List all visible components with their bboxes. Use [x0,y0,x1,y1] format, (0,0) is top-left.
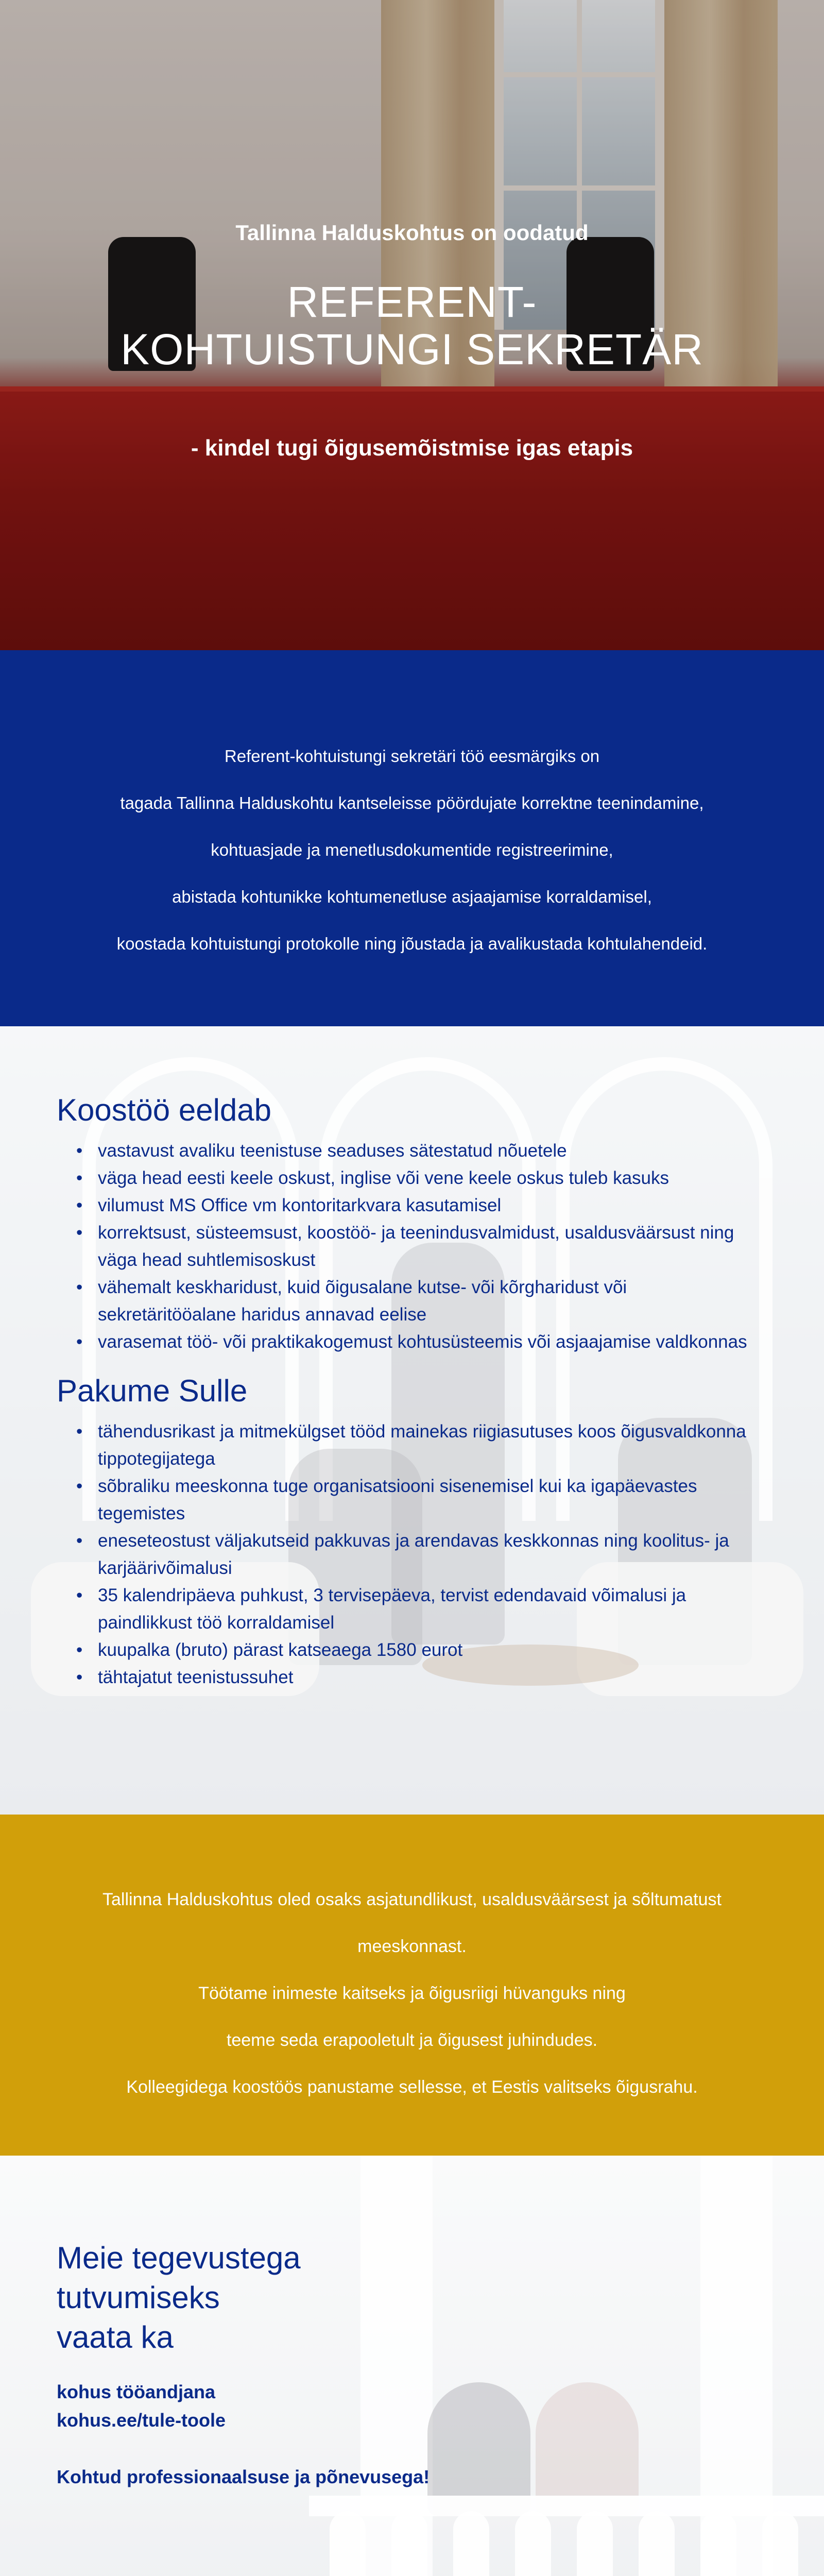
offer-title: Pakume Sulle [57,1374,248,1408]
intro-line: kohtuasjade ja menetlusdokumentide registreerimine, [211,840,613,859]
list-item: • sõbraliku meeskonna tuge organisatsiooni sisenemisel kui ka igapäevastes tegemistes [76,1472,761,1527]
requirements-list [76,1137,778,1355]
list-item: • väga head eesti keele oskust, inglise või vene keele oskus tuleb kasuks [76,1164,761,1192]
career-content [57,2238,430,2488]
values-section [0,1815,824,2156]
career-section [0,2156,824,2576]
values-line: Kolleegidega koostöös panustame sellesse, et Eestis valitseks õigusrahu. [126,2077,698,2097]
careers-page-link[interactable]: kohus.ee/tule-toole [57,2410,226,2431]
career-title: Meie tegevustega tutvumiseks vaata ka [57,2241,301,2354]
intro-section [0,650,824,1026]
hero-subtitle: Tallinna Halduskohtus on oodatud [235,221,589,245]
career-links [57,2378,430,2434]
offer-list [76,1418,778,1691]
intro-line: koostada kohtuistungi protokolle ning jõustada ja avalikustada kohtulahendeid. [116,934,708,953]
career-slogan: Kohtud professionaalsuse ja põnevusega! [57,2466,430,2487]
values-line: Töötame inimeste kaitseks ja õigusriigi hüvanguks ning [198,1984,626,2003]
employer-link[interactable]: kohus tööandjana [57,2381,216,2402]
list-item: • vilumust MS Office vm kontoritarkvara kasutamisel [76,1192,761,1219]
list-item: • kuupalka (bruto) pärast katseaega 1580 eurot [76,1636,761,1664]
intro-line: tagada Tallinna Halduskohtu kantseleisse pöördujate korrektne teenindamine, [120,793,704,812]
requirements-content [57,1092,778,1708]
job-title-line-1: REFERENT- [287,278,537,326]
list-item: • vastavust avaliku teenistuse seaduses sätestatud nõuetele [76,1137,761,1164]
list-item: • 35 kalendripäeva puhkust, 3 tervisepäeva, tervist edendavaid võimalusi ja paindlikkust töö korraldamisel [76,1582,761,1636]
list-item: • vähemalt keskharidust, kuid õigusalane kutse- või kõrgharidust või sekretäritööalane haridus annavad eelise [76,1274,761,1328]
list-item: • korrektsust, süsteemsust, koostöö- ja teenindusvalmidust, usaldusväärsust ning väga head suhtlemisoskust [76,1219,761,1274]
list-item: • tähendusrikast ja mitmekülgset tööd mainekas riigiasutuses koos õigusvaldkonna tippotegijatega [76,1418,761,1472]
values-line: meeskonnast. [357,1937,467,1956]
requirements-title: Koostöö eeldab [57,1093,272,1127]
job-title-line-2: KOHTUISTUNGI SEKRETÄR [121,325,703,374]
hero-section [0,0,824,650]
intro-line: abistada kohtunikke kohtumenetluse asjaajamise korraldamisel, [172,887,652,906]
values-line: Tallinna Halduskohtus oled osaks asjatundlikust, usaldusväärsest ja sõltumatust [102,1890,722,1909]
hero-tagline: - kindel tugi õigusemõistmise igas etapis [191,435,633,461]
list-item: • eneseteostust väljakutseid pakkuvas ja arendavas keskkonnas ning koolitus- ja karjäärivõimalusi [76,1527,761,1582]
requirements-section [0,1026,824,1815]
intro-line: Referent-kohtuistungi sekretäri töö eesmärgiks on [224,747,600,766]
list-item: • varasemat töö- või praktikakogemust kohtusüsteemis või asjaajamise valdkonnas [76,1328,761,1355]
list-item: • tähtajatut teenistussuhet [76,1664,761,1691]
job-title [0,278,824,374]
values-line: teeme seda erapooletult ja õigusest juhindudes. [226,2030,598,2050]
